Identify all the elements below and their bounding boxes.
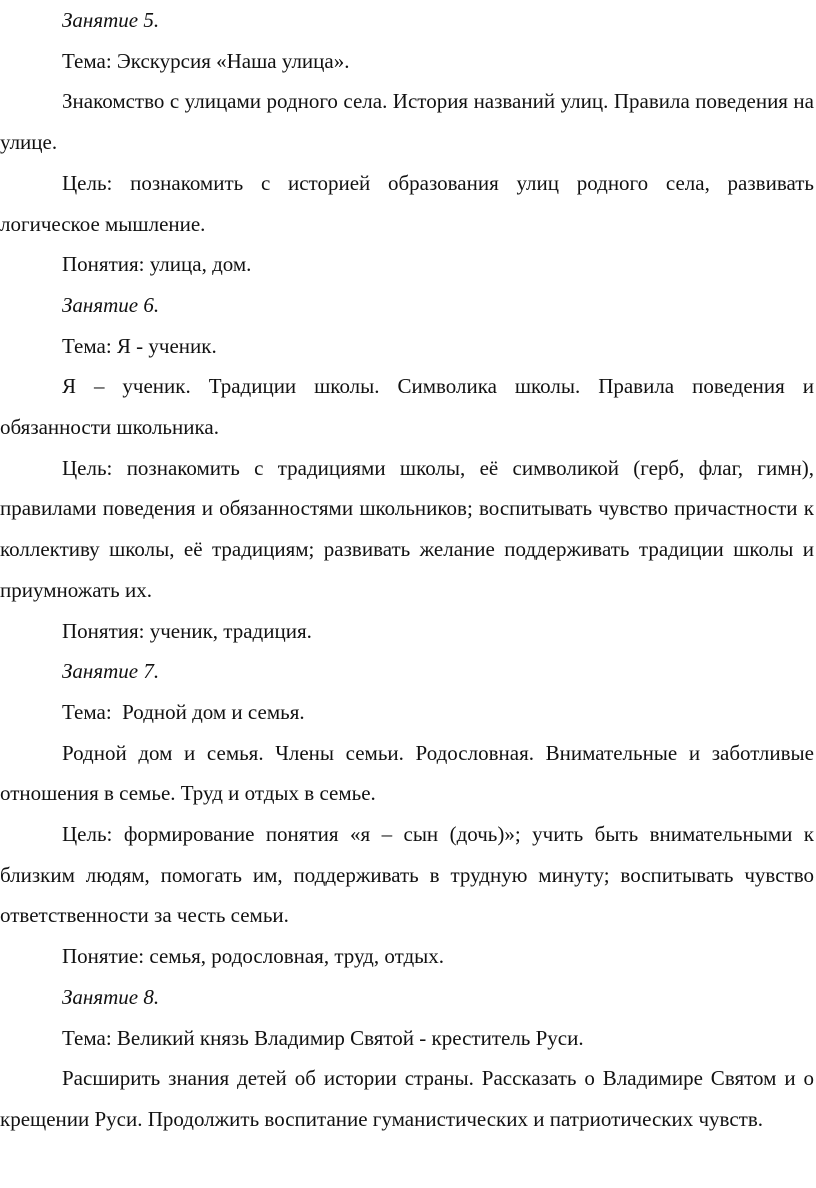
lesson-description: Родной дом и семья. Члены семьи. Родословная. Внимательные и заботливые отношения в семье. Труд и отдых в семье. [0,740,814,806]
lesson-goal: Цель: познакомить с историей образования улиц родного села, развивать логическое мышление. [0,170,814,236]
lesson-7 [0,651,814,977]
lesson-goal: Цель: формирование понятия «я – сын (дочь)»; учить быть внимательными к близким людям, помогать им, поддерживать в трудную минуту; воспитывать чувство ответственности за честь семьи. [0,822,814,928]
lesson-concepts: Понятия: улица, дом. [62,252,252,277]
lesson-description: Я – ученик. Традиции школы. Символика школы. Правила поведения и обязанности школьника. [0,374,814,440]
lesson-heading: Занятие 8. [62,984,160,1009]
lesson-topic: Тема: Экскурсия «Наша улица». [62,48,350,73]
lesson-heading: Занятие 5. [62,8,160,32]
lesson-concepts: Понятие: семья, родословная, труд, отдых. [62,944,445,969]
lesson-topic: Тема: Родной дом и семья. [62,699,305,724]
lesson-concepts: Понятия: ученик, традиция. [62,618,312,643]
lesson-description: Расширить знания детей об истории страны. Рассказать о Владимире Святом и о крещении Руси. Продолжить воспитание гуманистических и патриотических чувств. [0,1066,814,1131]
lesson-topic: Тема: Великий князь Владимир Святой - креститель Руси. [62,1025,584,1050]
lesson-description: Знакомство с улицами родного села. История названий улиц. Правила поведения на улице. [0,89,814,155]
lesson-8 [0,977,814,1140]
lesson-heading: Занятие 6. [62,292,160,317]
lesson-5 [0,0,814,285]
lesson-goal: Цель: познакомить с традициями школы, её символикой (герб, флаг, гимн), правилами поведения и обязанностями школьников; воспитывать чувство причастности к коллективу школы, её традициям; развивать желание поддерживать традиции школы и приумножать их. [0,455,814,602]
lesson-heading: Занятие 7. [62,659,160,684]
lesson-topic: Тема: Я - ученик. [62,333,217,358]
lesson-6 [0,285,814,651]
